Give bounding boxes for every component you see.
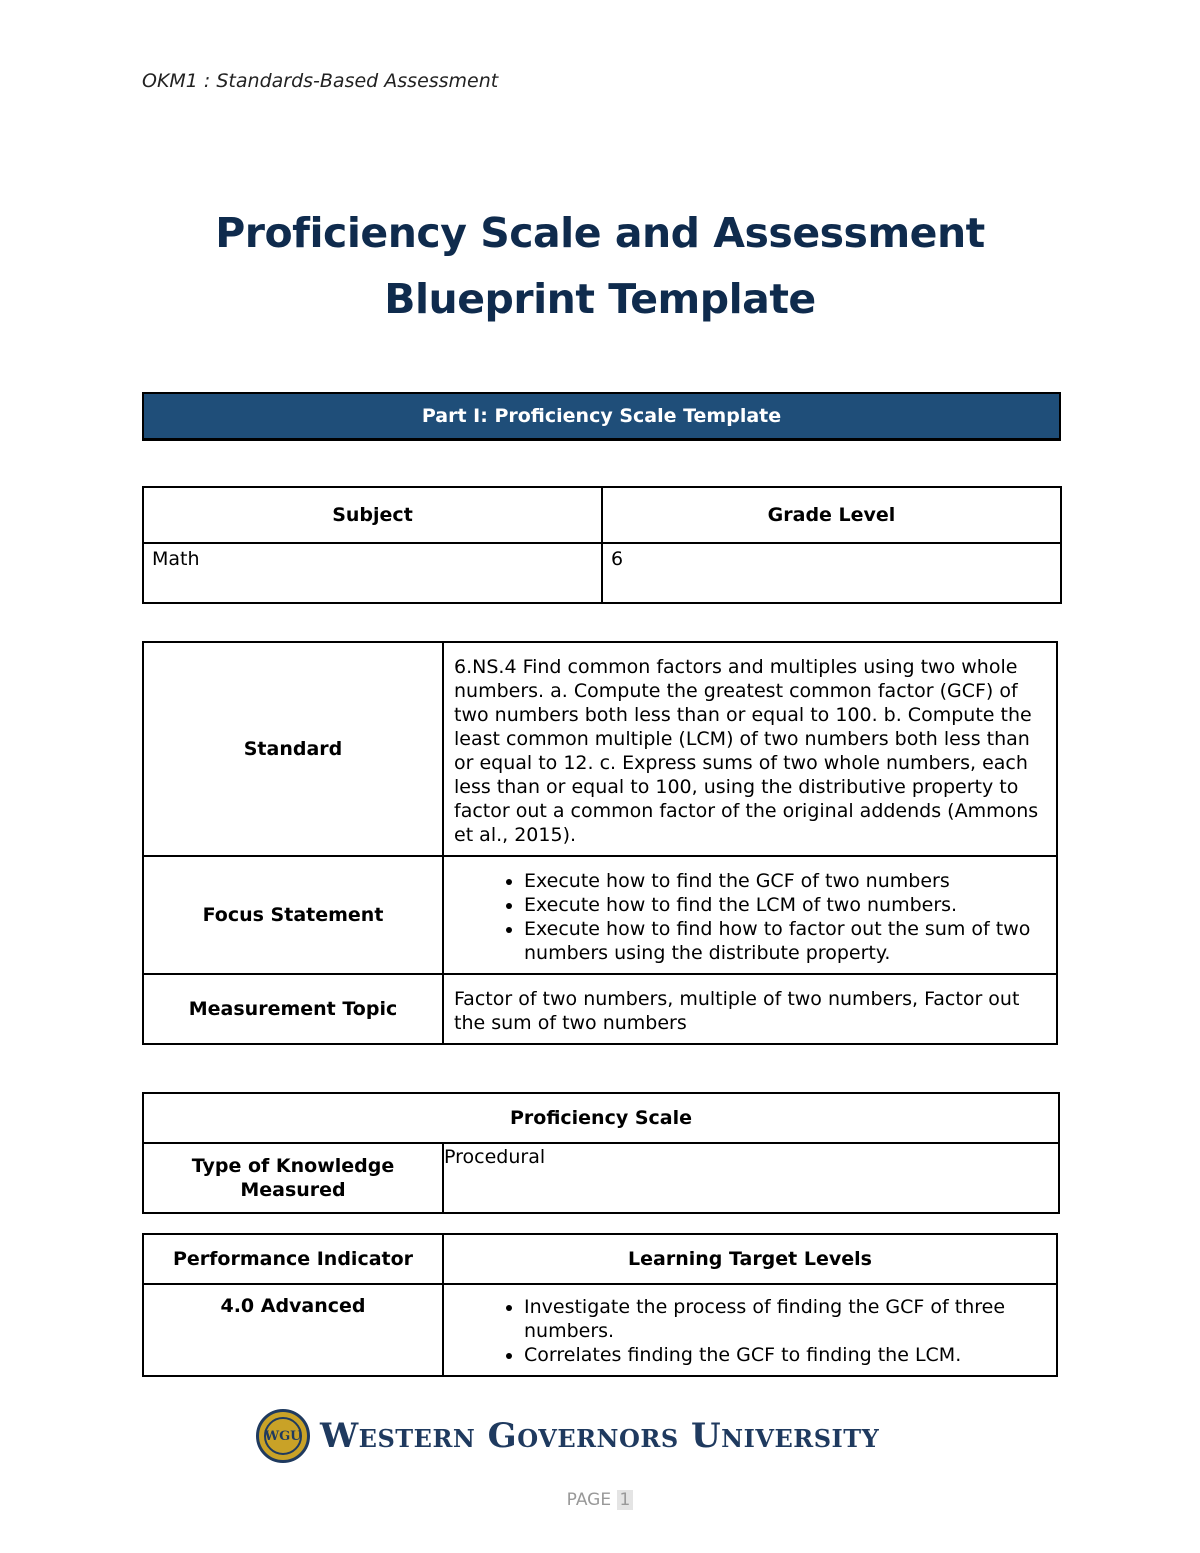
knowledge-value: Procedural <box>443 1143 1059 1213</box>
focus-item: • Execute how to find the LCM of two numbers. <box>524 893 1046 917</box>
grade-header: Grade Level <box>602 487 1061 543</box>
standard-table <box>142 641 1058 1045</box>
wgu-logo <box>256 1408 879 1464</box>
proficiency-scale-table <box>142 1092 1060 1214</box>
standard-text: 6.NS.4 Find common factors and multiples using two whole numbers. a. Compute the greatest common factor (GCF) of two numbers both less than or equal to 100. b. Compute the least common multiple (LCM) of two numbers both less than or equal to 12. c. Express sums of two whole numbers, each less than or equal to 100, using the distributive property to factor out a common factor of the original addends (Ammons et al., 2015). <box>443 642 1057 856</box>
focus-item: • Execute how to find how to factor out the sum of two numbers using the distribute property. <box>524 917 1046 965</box>
page-footer <box>0 1490 1200 1510</box>
standard-label: Standard <box>143 642 443 856</box>
measurement-text: Factor of two numbers, multiple of two numbers, Factor out the sum of two numbers <box>443 974 1057 1044</box>
subject-header: Subject <box>143 487 602 543</box>
grade-value: 6 <box>602 543 1061 603</box>
level-item: • Correlates finding the GCF to finding the LCM. <box>524 1343 1046 1367</box>
level-list <box>454 1295 1046 1367</box>
part-banner: Part I: Proficiency Scale Template <box>142 392 1061 441</box>
level-label: 4.0 Advanced <box>143 1284 443 1376</box>
seal-text: WGU <box>264 1417 302 1455</box>
subject-value: Math <box>143 543 602 603</box>
knowledge-label: Type of Knowledge Measured <box>143 1143 443 1213</box>
focus-list <box>454 869 1046 965</box>
subject-table <box>142 486 1062 604</box>
document-title <box>0 200 1200 332</box>
targets-header: Learning Target Levels <box>443 1234 1057 1284</box>
page-label: PAGE <box>566 1490 612 1510</box>
wgu-seal-icon <box>256 1409 310 1463</box>
proficiency-scale-header: Proficiency Scale <box>143 1093 1059 1143</box>
page-number: 1 <box>617 1490 634 1510</box>
level-item: • Investigate the process of finding the GCF of three numbers. <box>524 1295 1046 1343</box>
measurement-label: Measurement Topic <box>143 974 443 1044</box>
focus-item: • Execute how to find the GCF of two numbers <box>524 869 1046 893</box>
wgu-wordmark: Western Governors University <box>320 1416 880 1456</box>
performance-table <box>142 1233 1058 1377</box>
title-line-1: Proficiency Scale and Assessment <box>215 209 985 257</box>
level-cell <box>443 1284 1057 1376</box>
focus-cell <box>443 856 1057 974</box>
indicator-header: Performance Indicator <box>143 1234 443 1284</box>
focus-label: Focus Statement <box>143 856 443 974</box>
header-note: OKM1 : Standards-Based Assessment <box>142 70 499 92</box>
title-line-2: Blueprint Template <box>384 275 816 323</box>
